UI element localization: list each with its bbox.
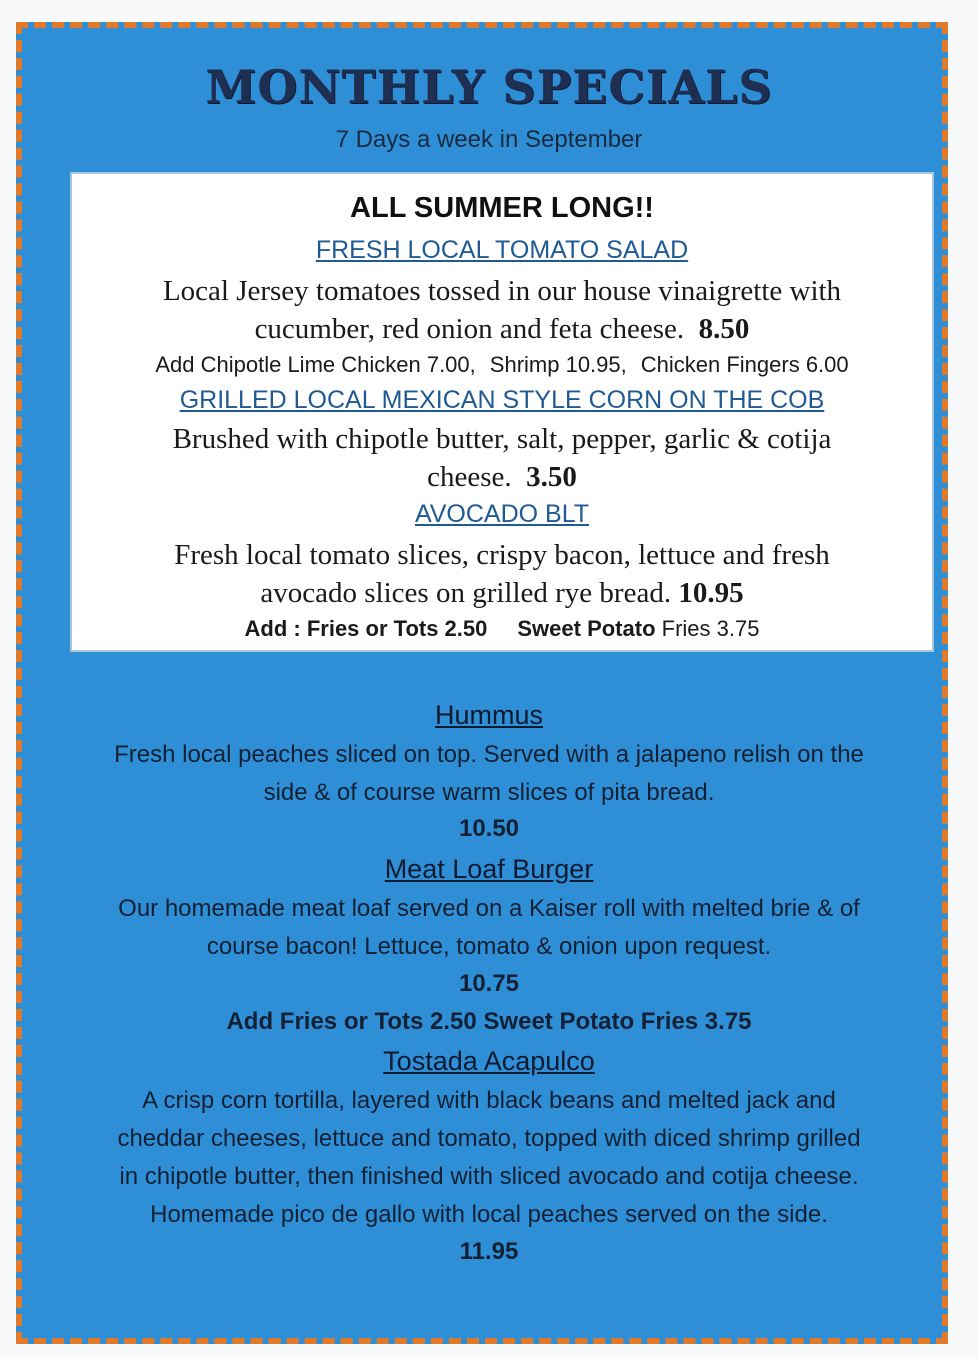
tomato-salad-price: 8.50 [698,313,750,345]
tostada-price: 11.95 [459,1238,519,1265]
blt-addon-sweet-price: Fries 3.75 [661,616,760,641]
blt-desc-text: avocado slices on grilled rye bread. [260,577,672,609]
meatloaf-desc-line1: Our homemade meat loaf served on a Kaiser roll with melted brie & of [118,895,860,922]
hummus-desc-line2: side & of course warm slices of pita bread. [263,779,715,806]
meatloaf-desc-line2: course bacon! Lettuce, tomato & onion upon request. [206,933,772,960]
page-title: MONTHLY SPECIALS [205,60,773,114]
blt-desc-line1: Fresh local tomato slices, crispy bacon, lettuce and fresh [174,539,830,571]
meatloaf-addons: Add Fries or Tots 2.50 Sweet Potato Fries 3.75 [226,1008,752,1035]
avocado-blt-name: AVOCADO BLT [414,500,590,528]
corn-desc-line1: Brushed with chipotle butter, salt, pepper, garlic & cotija [172,423,832,455]
corn-name: GRILLED LOCAL MEXICAN STYLE CORN ON THE COB [179,386,825,414]
page-subtitle: 7 Days a week in September [335,126,643,153]
tostada-desc-line1: A crisp corn tortilla, layered with black beans and melted jack and [142,1087,836,1114]
meatloaf-name: Meat Loaf Burger [384,854,594,884]
avocado-blt-description [86,536,918,612]
blt-addons [72,616,932,642]
corn-desc-text: cheese. [427,461,512,493]
addon-shrimp: Shrimp 10.95, [489,352,627,377]
tomato-salad-description [86,272,918,348]
tostada-name: Tostada Acapulco [383,1046,595,1076]
tostada-description [44,1082,934,1234]
tomato-salad-desc-line1: Local Jersey tomatoes tossed in our house vinaigrette with [162,275,842,307]
blt-addon-sweet-potato: Sweet Potato [517,616,656,641]
corn-description [86,420,918,496]
tomato-salad-desc-text: cucumber, red onion and feta cheese. [254,313,685,345]
tomato-salad-name: FRESH LOCAL TOMATO SALAD [315,236,689,264]
addon-chicken-fingers: Chicken Fingers 6.00 [640,352,849,377]
addon-chicken: Add Chipotle Lime Chicken 7.00, [155,352,476,377]
blt-addon-fries: Add : Fries or Tots 2.50 [244,616,488,641]
hummus-name: Hummus [434,700,543,730]
tomato-salad-desc-line2 [86,310,918,348]
hummus-desc-line1: Fresh local peaches sliced on top. Served with a jalapeno relish on the [114,741,864,768]
meatloaf-description [44,890,934,966]
hummus-description [44,736,934,812]
summer-heading: ALL SUMMER LONG!! [350,192,654,224]
corn-desc-line2 [86,458,918,496]
tomato-salad-addons [72,352,932,378]
corn-price: 3.50 [526,461,577,493]
tostada-desc-line4: Homemade pico de gallo with local peaches served on the side. [150,1201,828,1228]
tostada-desc-line2: cheddar cheeses, lettuce and tomato, topped with diced shrimp grilled [117,1125,861,1152]
blt-desc-line2 [86,574,918,612]
meatloaf-price: 10.75 [458,970,520,997]
tostada-desc-line3: in chipotle butter, then finished with sliced avocado and cotija cheese. [119,1163,859,1190]
summer-specials-box [70,172,934,652]
hummus-price: 10.50 [458,815,520,842]
blt-price: 10.95 [678,577,744,609]
